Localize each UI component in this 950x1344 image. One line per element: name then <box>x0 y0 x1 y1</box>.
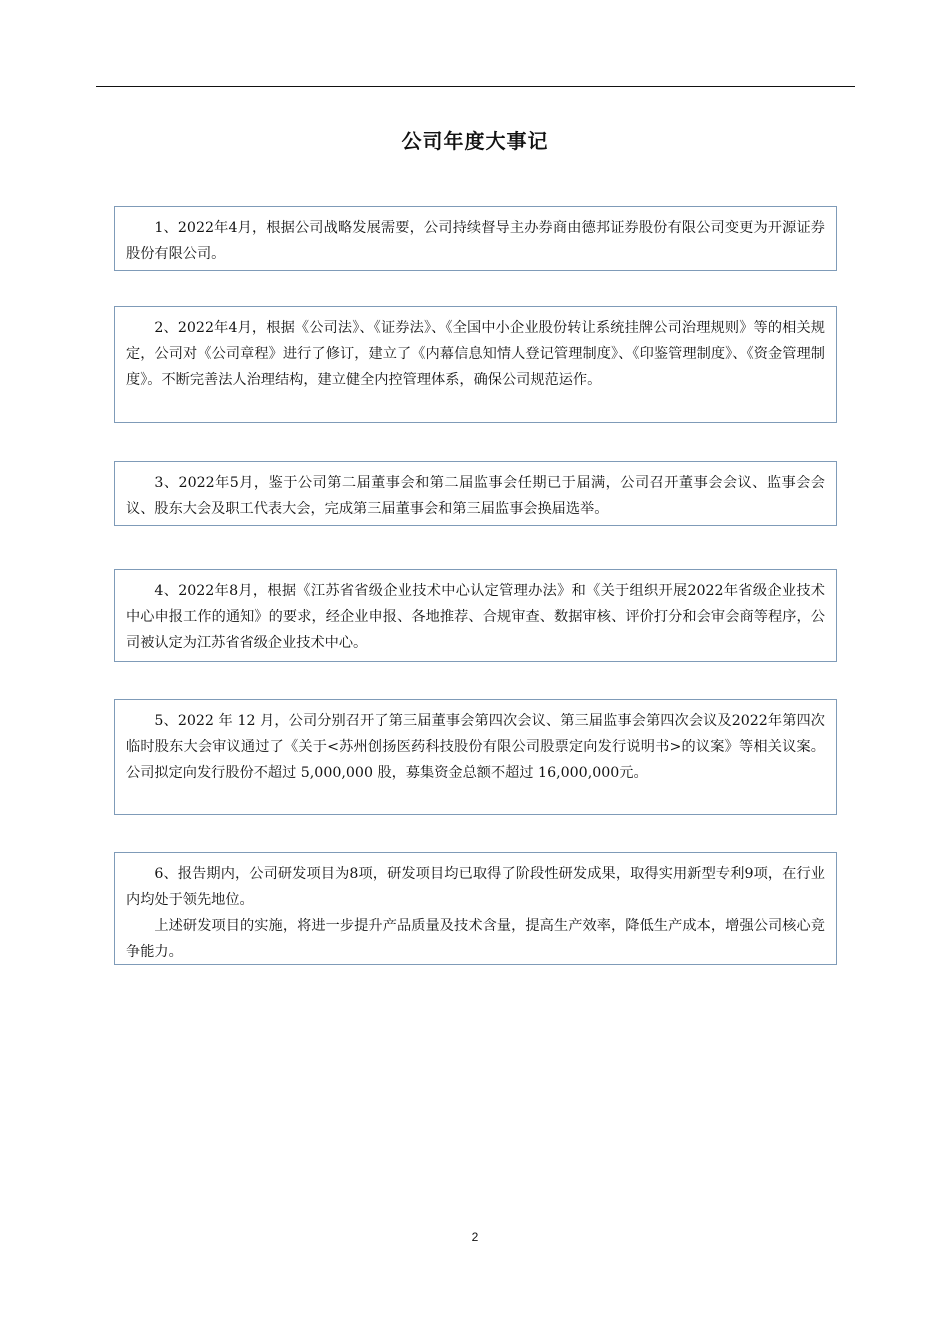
event-box-2 <box>114 306 837 423</box>
event-3-paragraph-1: 3、2022年5月，鉴于公司第二届董事会和第二届监事会任期已于届满，公司召开董事会会议、监事会会议、股东大会及职工代表大会，完成第三届董事会和第三届监事会换届选举。 <box>126 475 825 517</box>
event-5-paragraph-1: 5、2022 年 12 月，公司分别召开了第三届董事会第四次会议、第三届监事会第四次会议及2022年第四次临时股东大会审议通过了《关于<苏州创扬医药科技股份有限公司股票定向发行说明书>的议案》等相关议案。公司拟定向发行股份不超过 5,000,000 股，募集资金总额不超过 16,000,000元。 <box>126 713 825 781</box>
event-2-paragraph-1: 2、2022年4月，根据《公司法》、《证券法》、《全国中小企业股份转让系统挂牌公司治理规则》等的相关规定，公司对《公司章程》进行了修订，建立了《内幕信息知情人登记管理制度》、《印鉴管理制度》、《资金管理制度》。不断完善法人治理结构，建立健全内控管理体系，确保公司规范运作。 <box>126 320 825 388</box>
event-1-paragraph-1: 1、2022年4月，根据公司战略发展需要，公司持续督导主办券商由德邦证券股份有限公司变更为开源证券股份有限公司。 <box>126 220 825 262</box>
event-box-5 <box>114 699 837 815</box>
header-rule <box>96 86 855 87</box>
page-number: 2 <box>471 1230 479 1244</box>
event-box-4 <box>114 569 837 662</box>
event-6-paragraph-2: 上述研发项目的实施，将进一步提升产品质量及技术含量，提高生产效率，降低生产成本，增强公司核心竞争能力。 <box>126 918 825 960</box>
event-box-6 <box>114 852 837 965</box>
event-4-paragraph-1: 4、2022年8月，根据《江苏省省级企业技术中心认定管理办法》和《关于组织开展2022年省级企业技术中心申报工作的通知》的要求，经企业申报、各地推荐、合规审查、数据审核、评价打分和会审会商等程序，公司被认定为江苏省省级企业技术中心。 <box>126 583 825 651</box>
event-box-3 <box>114 461 837 526</box>
event-6-paragraph-1: 6、报告期内，公司研发项目为8项，研发项目均已取得了阶段性研发成果，取得实用新型专利9项，在行业内均处于领先地位。 <box>126 866 825 908</box>
page-title: 公司年度大事记 <box>401 129 549 153</box>
event-box-1 <box>114 206 837 271</box>
